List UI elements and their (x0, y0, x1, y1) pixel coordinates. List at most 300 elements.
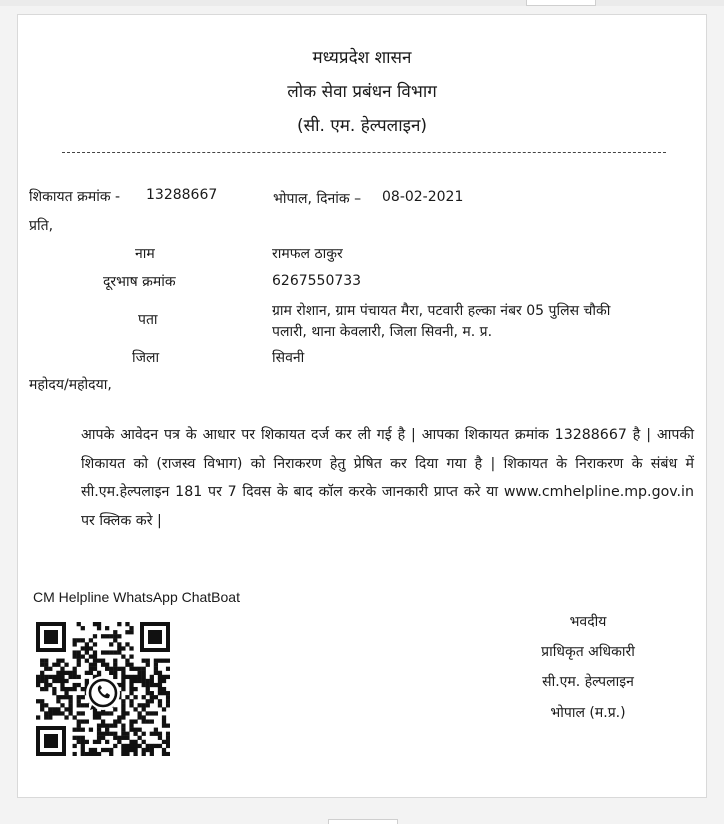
qr-module (85, 679, 89, 683)
qr-module (105, 711, 109, 715)
qr-module (81, 752, 85, 756)
name-value: रामफल ठाकुर (272, 246, 343, 262)
qr-module (73, 736, 77, 740)
qr-module (73, 683, 77, 687)
qr-module (81, 711, 85, 715)
qr-module (113, 671, 117, 675)
qr-module (125, 744, 129, 748)
qr-module (133, 675, 137, 679)
qr-module (109, 711, 113, 715)
qr-module (101, 659, 105, 663)
qr-module (158, 687, 162, 691)
qr-module (158, 703, 162, 707)
qr-module (93, 715, 97, 719)
qr-module (113, 675, 117, 679)
qr-module (89, 667, 93, 671)
qr-module (89, 638, 93, 642)
qr-module (81, 646, 85, 650)
qr-module (89, 671, 93, 675)
qr-module (146, 659, 150, 663)
qr-module (68, 671, 72, 675)
qr-module (142, 659, 146, 663)
qr-module (93, 654, 97, 658)
qr-module (73, 671, 77, 675)
qr-module (48, 675, 52, 679)
qr-module (73, 752, 77, 756)
qr-module (73, 667, 77, 671)
qr-module (129, 667, 133, 671)
qr-module (133, 748, 137, 752)
qr-module (113, 732, 117, 736)
qr-module (60, 671, 64, 675)
qr-module (60, 675, 64, 679)
qr-module (81, 728, 85, 732)
qr-module (40, 679, 44, 683)
qr-module (146, 711, 150, 715)
qr-module (73, 744, 77, 748)
qr-module (162, 740, 166, 744)
qr-module (81, 719, 85, 723)
qr-module (101, 711, 105, 715)
qr-module (166, 752, 170, 756)
qr-module (121, 711, 125, 715)
qr-module (142, 683, 146, 687)
qr-module (60, 695, 64, 699)
header-department: लोक सेवा प्रबंधन विभाग (287, 82, 437, 102)
qr-module (109, 671, 113, 675)
qr-module (109, 752, 113, 756)
qr-module (166, 724, 170, 728)
qr-module (77, 654, 81, 658)
qr-module (166, 736, 170, 740)
qr-module (85, 752, 89, 756)
qr-module (166, 695, 170, 699)
qr-module (150, 732, 154, 736)
qr-module (166, 699, 170, 703)
qr-module (146, 679, 150, 683)
to-label: प्रति, (29, 218, 54, 234)
qr-module (117, 715, 121, 719)
qr-module (68, 699, 72, 703)
qr-module (105, 663, 109, 667)
qr-module (77, 650, 81, 654)
qr-module (44, 711, 48, 715)
qr-module (125, 659, 129, 663)
qr-module (97, 728, 101, 732)
qr-module (73, 728, 77, 732)
qr-module (40, 699, 44, 703)
qr-module (113, 724, 117, 728)
address-label: पता (138, 312, 158, 328)
qr-module (44, 679, 48, 683)
qr-module (52, 663, 56, 667)
qr-module (117, 667, 121, 671)
qr-module (158, 679, 162, 683)
qr-module (154, 663, 158, 667)
qr-module (89, 752, 93, 756)
qr-module (129, 699, 133, 703)
qr-module (133, 679, 137, 683)
qr-module (146, 703, 150, 707)
qr-module (85, 719, 89, 723)
qr-module (150, 695, 154, 699)
qr-module (73, 642, 77, 646)
top-tab (526, 0, 596, 6)
qr-module (56, 663, 60, 667)
qr-module (125, 748, 129, 752)
qr-module (146, 663, 150, 667)
qr-module (113, 650, 117, 654)
qr-module (117, 634, 121, 638)
qr-module (150, 711, 154, 715)
qr-module (48, 707, 52, 711)
qr-module (121, 744, 125, 748)
qr-module (56, 699, 60, 703)
qr-module (101, 724, 105, 728)
qr-module (129, 740, 133, 744)
qr-module (129, 675, 133, 679)
qr-module (154, 744, 158, 748)
qr-module (68, 711, 72, 715)
qr-module (158, 699, 162, 703)
qr-module (52, 707, 56, 711)
qr-module (158, 732, 162, 736)
qr-module (52, 679, 56, 683)
qr-module (109, 724, 113, 728)
qr-module (40, 675, 44, 679)
qr-module (150, 683, 154, 687)
qr-module (64, 715, 68, 719)
qr-module (121, 752, 125, 756)
qr-module (105, 650, 109, 654)
qr-module (40, 703, 44, 707)
qr-module (113, 736, 117, 740)
qr-module (93, 748, 97, 752)
qr-module (60, 667, 64, 671)
qr-module (73, 654, 77, 658)
top-strip (0, 0, 724, 6)
qr-module (97, 626, 101, 630)
qr-module (142, 752, 146, 756)
qr-module (121, 703, 125, 707)
qr-module (73, 675, 77, 679)
address-line-2: पलारी, थाना केवलारी, जिला सिवनी, म. प्र. (272, 324, 493, 340)
qr-module (64, 691, 68, 695)
qr-module (125, 630, 129, 634)
qr-module (162, 748, 166, 752)
dashed-divider (62, 152, 666, 153)
qr-module (154, 667, 158, 671)
qr-module (77, 719, 81, 723)
qr-module (68, 675, 72, 679)
bottom-tab (328, 819, 398, 824)
qr-module (109, 650, 113, 654)
qr-module (121, 679, 125, 683)
qr-module (109, 732, 113, 736)
qr-module (138, 736, 142, 740)
qr-module (121, 748, 125, 752)
qr-module (105, 634, 109, 638)
qr-module (121, 732, 125, 736)
qr-module (121, 646, 125, 650)
qr-module (133, 744, 137, 748)
qr-module (89, 663, 93, 667)
qr-module (154, 728, 158, 732)
qr-module (56, 695, 60, 699)
district-value: सिवनी (272, 350, 305, 366)
qr-module (133, 667, 137, 671)
qr-module (44, 663, 48, 667)
qr-module (93, 634, 97, 638)
qr-module (85, 659, 89, 663)
qr-module (121, 715, 125, 719)
qr-module (77, 622, 81, 626)
signature-line-3: सी.एम. हेल्पलाइन (542, 674, 634, 690)
qr-module (101, 748, 105, 752)
qr-module (125, 622, 129, 626)
qr-module (64, 671, 68, 675)
qr-module (77, 728, 81, 732)
qr-module (97, 736, 101, 740)
qr-module (81, 740, 85, 744)
qr-module (138, 715, 142, 719)
qr-module (138, 679, 142, 683)
qr-module (129, 626, 133, 630)
qr-module (36, 683, 40, 687)
qr-module (109, 748, 113, 752)
name-label: नाम (135, 246, 155, 262)
qr-module (97, 740, 101, 744)
qr-module (73, 650, 77, 654)
qr-module (142, 748, 146, 752)
qr-module (158, 744, 162, 748)
qr-module (89, 748, 93, 752)
qr-module (138, 728, 142, 732)
qr-module (89, 646, 93, 650)
qr-module (44, 715, 48, 719)
qr-module (48, 667, 52, 671)
qr-module (64, 663, 68, 667)
qr-module (60, 687, 64, 691)
whatsapp-icon (86, 676, 120, 710)
qr-module (105, 667, 109, 671)
qr-module (77, 703, 81, 707)
qr-module (77, 736, 81, 740)
qr-module (133, 707, 137, 711)
qr-module (121, 671, 125, 675)
qr-module (113, 744, 117, 748)
qr-module (93, 667, 97, 671)
qr-module (142, 703, 146, 707)
qr-module (81, 638, 85, 642)
qr-module (166, 703, 170, 707)
qr-module (64, 687, 68, 691)
qr-module (162, 719, 166, 723)
qr-module (162, 679, 166, 683)
qr-module (60, 679, 64, 683)
qr-module (77, 695, 81, 699)
address-line-1: ग्राम रोशान, ग्राम पंचायत मैरा, पटवारी हल्का नंबर 05 पुलिस चौकी (272, 303, 611, 319)
qr-module (60, 659, 64, 663)
qr-module (77, 663, 81, 667)
complaint-number: 13288667 (146, 187, 218, 203)
qr-module (129, 646, 133, 650)
signature-line-1: भवदीय (569, 614, 607, 630)
qr-module (129, 719, 133, 723)
qr-module (97, 659, 101, 663)
qr-module (73, 715, 77, 719)
qr-module (158, 691, 162, 695)
qr-module (77, 724, 81, 728)
qr-module (101, 719, 105, 723)
qr-module (146, 691, 150, 695)
qr-module (81, 687, 85, 691)
qr-module (52, 711, 56, 715)
qr-module (85, 703, 89, 707)
qr-module (158, 736, 162, 740)
qr-module (138, 675, 142, 679)
qr-module (150, 699, 154, 703)
qr-module (133, 740, 137, 744)
qr-module (154, 711, 158, 715)
qr-module (125, 732, 129, 736)
qr-module (154, 695, 158, 699)
qr-code (36, 622, 170, 756)
qr-module (60, 683, 64, 687)
qr-module (125, 711, 129, 715)
complaint-number-label: शिकायत क्रमांक - (29, 189, 121, 205)
signature-line-2: प्राधिकृत अधिकारी (541, 644, 635, 660)
qr-module (138, 744, 142, 748)
qr-module (101, 732, 105, 736)
qr-module (150, 719, 154, 723)
qr-module (117, 646, 121, 650)
qr-module (85, 650, 89, 654)
qr-module (64, 695, 68, 699)
qr-module (142, 740, 146, 744)
header-government: मध्यप्रदेश शासन (312, 48, 412, 68)
qr-module (44, 667, 48, 671)
qr-module (121, 683, 125, 687)
qr-module (121, 728, 125, 732)
phone-value: 6267550733 (272, 273, 362, 289)
qr-module (162, 691, 166, 695)
qr-module (105, 626, 109, 630)
qr-module (129, 654, 133, 658)
qr-module (142, 715, 146, 719)
qr-module (125, 736, 129, 740)
qr-module (93, 659, 97, 663)
qr-module (113, 659, 117, 663)
qr-module (44, 703, 48, 707)
qr-module (117, 740, 121, 744)
qr-module (101, 634, 105, 638)
qr-module (60, 703, 64, 707)
qr-module (56, 707, 60, 711)
qr-module (48, 715, 52, 719)
qr-module (101, 736, 105, 740)
qr-module (150, 752, 154, 756)
qr-module (150, 675, 154, 679)
qr-module (154, 732, 158, 736)
qr-module (113, 638, 117, 642)
qr-module (150, 748, 154, 752)
qr-module (113, 707, 117, 711)
qr-module (162, 715, 166, 719)
date-label: भोपाल, दिनांक – (273, 191, 362, 207)
qr-module (85, 642, 89, 646)
qr-module (97, 715, 101, 719)
qr-module (97, 711, 101, 715)
qr-module (77, 675, 81, 679)
phone-label: दूरभाष क्रमांक (103, 274, 176, 290)
qr-module (129, 687, 133, 691)
qr-module (101, 663, 105, 667)
qr-module (113, 667, 117, 671)
qr-module (146, 687, 150, 691)
qr-module (40, 707, 44, 711)
qr-module (93, 711, 97, 715)
qr-module (142, 675, 146, 679)
qr-module (162, 675, 166, 679)
qr-module (138, 671, 142, 675)
qr-module (129, 679, 133, 683)
qr-module (121, 707, 125, 711)
salutation: महोदय/महोदया, (29, 377, 112, 393)
qr-module (146, 683, 150, 687)
qr-module (166, 675, 170, 679)
qr-module (101, 650, 105, 654)
qr-module (113, 630, 117, 634)
qr-module (40, 659, 44, 663)
qr-module (121, 654, 125, 658)
qr-module (40, 687, 44, 691)
qr-module (133, 687, 137, 691)
qr-module (162, 752, 166, 756)
whatsapp-chatbot-label: CM Helpline WhatsApp ChatBoat (33, 589, 240, 605)
qr-module (150, 691, 154, 695)
qr-module (133, 732, 137, 736)
qr-module (121, 724, 125, 728)
qr-module (105, 740, 109, 744)
qr-module (166, 659, 170, 663)
qr-module (117, 650, 121, 654)
qr-module (93, 663, 97, 667)
qr-module (40, 663, 44, 667)
qr-module (146, 748, 150, 752)
qr-module (93, 622, 97, 626)
qr-module (81, 654, 85, 658)
qr-module (158, 683, 162, 687)
qr-module (117, 719, 121, 723)
qr-module (85, 646, 89, 650)
qr-module (64, 679, 68, 683)
qr-module (44, 659, 48, 663)
qr-module (142, 667, 146, 671)
qr-module (129, 724, 133, 728)
qr-module (166, 667, 170, 671)
qr-module (97, 622, 101, 626)
qr-module (150, 679, 154, 683)
qr-module (154, 683, 158, 687)
qr-module (154, 671, 158, 675)
qr-module (97, 752, 101, 756)
qr-module (113, 663, 117, 667)
body-paragraph: आपके आवेदन पत्र के आधार पर शिकायत दर्ज कर ली गई है | आपका शिकायत क्रमांक 13288667 है | आपकी शिकायत को (राजस्व विभाग) को निराकरण हेतु प्रेषित कर दिया गया है | शिकायत के निराकरण के संबंध में सी.एम.हेल्पलाइन 181 पर 7 दिवस के बाद कॉल करके जानकारी प्राप्त करे या www.cmhelpline.mp.gov.in पर क्लिक करे | (81, 427, 694, 529)
header-cm-helpline: (सी. एम. हेल्पलाइन) (296, 116, 428, 136)
qr-module (81, 703, 85, 707)
qr-module (121, 667, 125, 671)
